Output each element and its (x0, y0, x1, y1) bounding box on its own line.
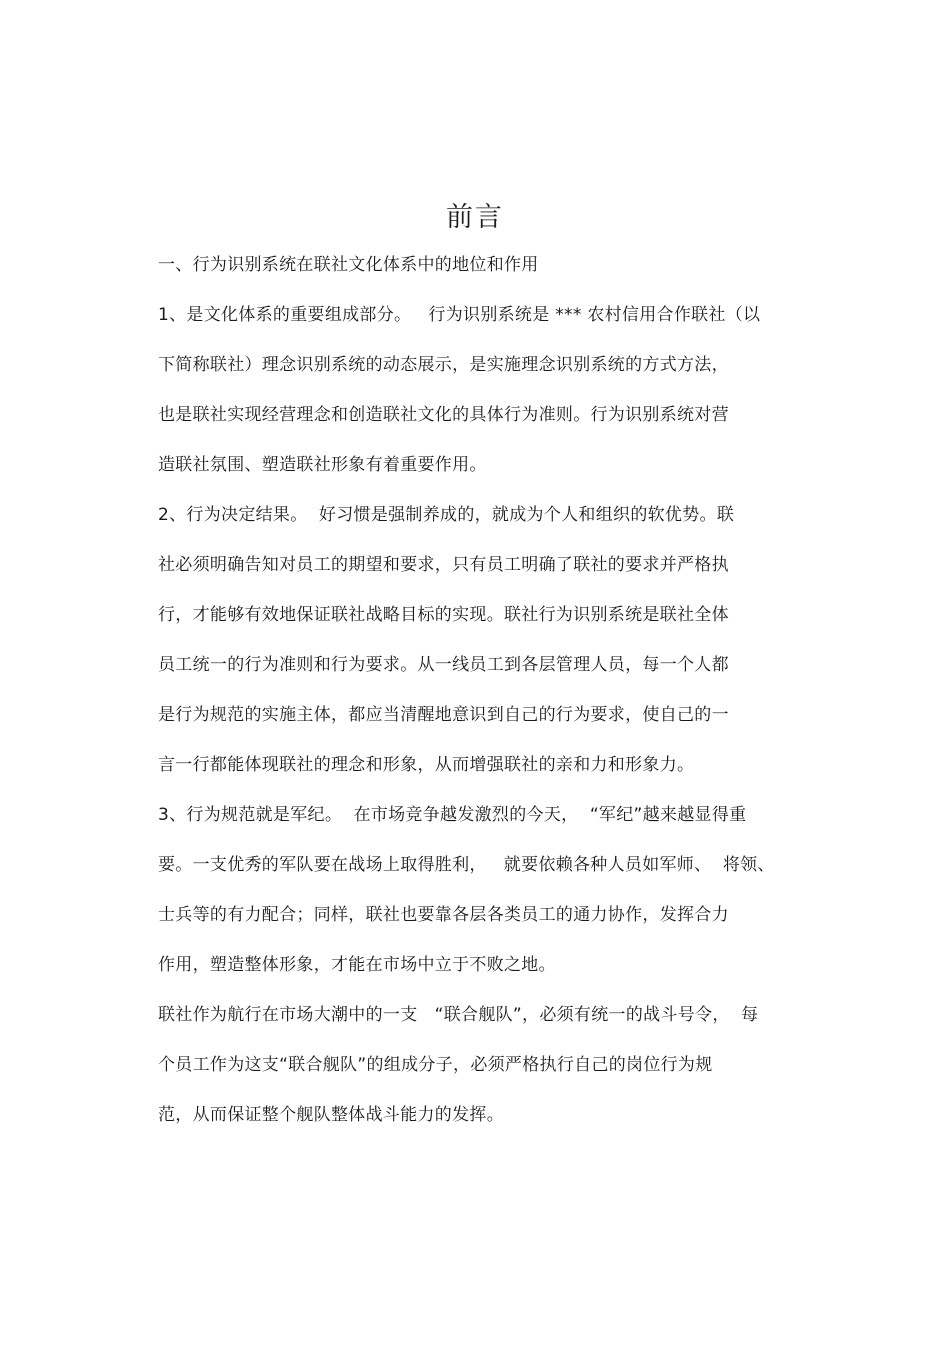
paragraph-line: 2、行为决定结果。 好习惯是强制养成的，就成为个人和组织的软优势。联 (158, 505, 735, 525)
paragraph-line: 个员工作为这支“联合舰队”的组成分子，必须严格执行自己的岗位行为规 (158, 1055, 713, 1075)
page-title: 前言 (446, 202, 504, 233)
paragraph-line: 联社作为航行在市场大潮中的一支 “联合舰队”，必须有统一的战斗号令， 每 (158, 1005, 759, 1025)
paragraph-line: 言一行都能体现联社的理念和形象，从而增强联社的亲和力和形象力。 (158, 755, 695, 775)
paragraph-line: 要。一支优秀的军队要在战场上取得胜利， 就要依赖各种人员如军师、 将领、 (158, 855, 775, 875)
section-heading: 一、行为识别系统在联社文化体系中的地位和作用 (158, 255, 539, 275)
paragraph-line: 造联社氛围、塑造联社形象有着重要作用。 (158, 455, 487, 475)
paragraph-line: 3、行为规范就是军纪。 在市场竞争越发激烈的今天， “军纪”越来越显得重 (158, 805, 747, 825)
paragraph-line: 行，才能够有效地保证联社战略目标的实现。联社行为识别系统是联社全体 (158, 605, 729, 625)
paragraph-line: 作用，塑造整体形象，才能在市场中立于不败之地。 (158, 955, 556, 975)
paragraph-line: 范，从而保证整个舰队整体战斗能力的发挥。 (158, 1105, 504, 1125)
paragraph-line: 也是联社实现经营理念和创造联社文化的具体行为准则。行为识别系统对营 (158, 405, 729, 425)
paragraph-line: 社必须明确告知对员工的期望和要求，只有员工明确了联社的要求并严格执 (158, 555, 729, 575)
paragraph-line: 员工统一的行为准则和行为要求。从一线员工到各层管理人员，每一个人都 (158, 655, 729, 675)
paragraph-line: 是行为规范的实施主体，都应当清醒地意识到自己的行为要求，使自己的一 (158, 705, 729, 725)
paragraph-line: 下简称联社）理念识别系统的动态展示，是实施理念识别系统的方式方法， (158, 355, 729, 375)
paragraph-line: 1、是文化体系的重要组成部分。 行为识别系统是 *** 农村信用合作联社（以 (158, 305, 761, 325)
paragraph-line: 士兵等的有力配合；同样，联社也要靠各层各类员工的通力协作，发挥合力 (158, 905, 729, 925)
